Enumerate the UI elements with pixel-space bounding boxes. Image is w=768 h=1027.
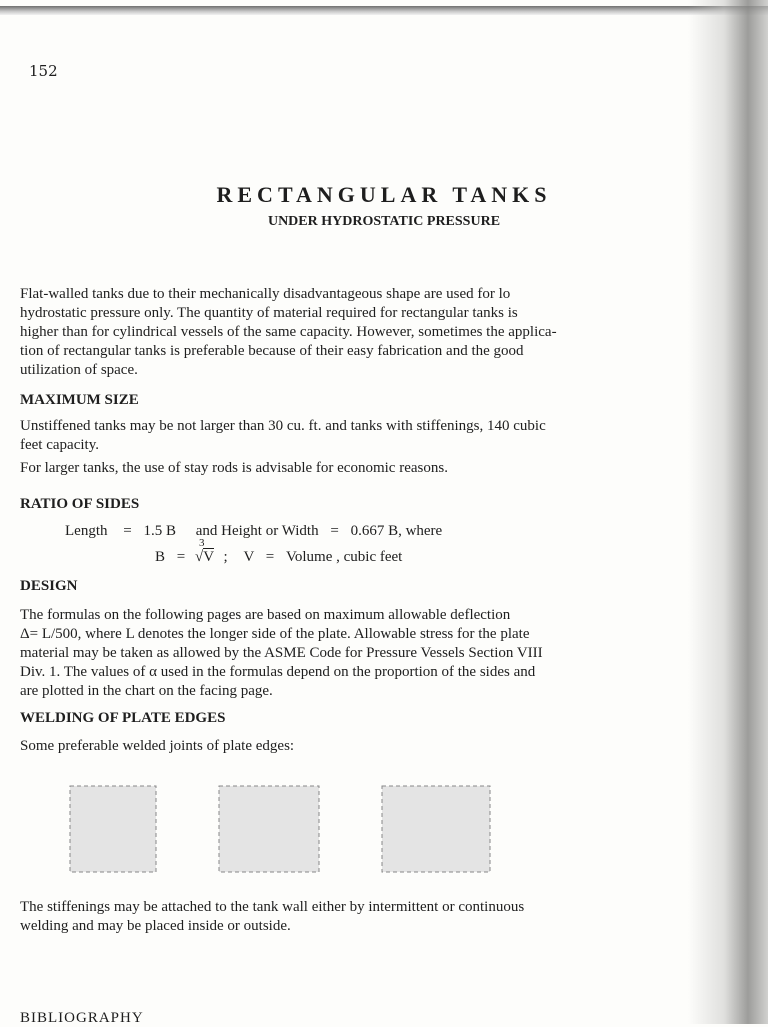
formula-text: 1.5 B — [143, 523, 176, 539]
formula-text: 0.667 B, where — [350, 523, 443, 539]
formula-text: B — [155, 549, 166, 565]
welding-intro: Some preferable welded joints of plate edges: — [20, 738, 295, 754]
formula-text: and Height or Width — [195, 523, 319, 539]
formula-text: = — [265, 549, 275, 565]
formula-text: = — [123, 523, 132, 539]
text-line: For larger tanks, the use of stay rods is advisable for economic reasons. — [20, 460, 448, 476]
heading-design: DESIGN — [20, 578, 78, 594]
root-index: 3 — [198, 537, 205, 549]
formula-text: Length — [65, 523, 108, 539]
text-line: are plotted in the chart on the facing page. — [20, 683, 273, 699]
text-line: Div. 1. The values of α used in the formulas depend on the proportion of the sides and — [20, 664, 536, 680]
cube-root — [194, 537, 214, 565]
page-number: 152 — [29, 62, 58, 80]
formula-text: = — [330, 523, 339, 539]
intro-line: utilization of space. — [20, 362, 138, 378]
text-line: welding and may be placed inside or outside. — [20, 918, 291, 934]
text-line: feet capacity. — [20, 437, 99, 453]
root-radicand: V — [203, 549, 214, 565]
binding-shadow — [688, 0, 768, 1024]
length-formula — [65, 523, 442, 540]
text-line: Δ= L/500, where L denotes the longer side of the plate. Allowable stress for the plate — [20, 626, 530, 642]
text-line: material may be taken as allowed by the ASME Code for Pressure Vessels Section VIII — [20, 645, 543, 661]
page-subtitle: UNDER HYDROSTATIC PRESSURE — [267, 214, 501, 229]
intro-line: Flat-walled tanks due to their mechanically disadvantageous shape are used for lo — [20, 286, 511, 302]
welded-joint-1 — [68, 784, 158, 874]
heading-welding: WELDING OF PLATE EDGES — [20, 710, 226, 726]
page-title: RECTANGULAR TANKS — [216, 182, 552, 207]
formula-text: Volume , cubic feet — [285, 549, 403, 565]
maximum-size-paragraph — [20, 417, 710, 478]
formula-text: V — [243, 549, 255, 565]
page-top-edge — [0, 6, 768, 15]
stiffenings-paragraph — [20, 898, 710, 936]
bibliography-heading: BIBLIOGRAPHY — [20, 1010, 144, 1026]
text-line: The formulas on the following pages are based on maximum allowable deflection — [20, 607, 511, 623]
radical-sign-icon: √ — [194, 549, 204, 565]
heading-maximum-size: MAXIMUM SIZE — [20, 392, 139, 408]
welded-joint-2 — [217, 784, 321, 874]
heading-ratio-of-sides: RATIO OF SIDES — [20, 496, 140, 512]
intro-line: hydrostatic pressure only. The quantity of material required for rectangular tanks is — [20, 305, 518, 321]
text-line: The stiffenings may be attached to the tank wall either by intermittent or continuous — [20, 899, 525, 915]
intro-paragraph — [20, 285, 710, 380]
formula-text: ; — [223, 549, 228, 565]
intro-line: higher than for cylindrical vessels of the same capacity. However, sometimes the applica- — [20, 324, 557, 340]
formula-text: = — [176, 549, 186, 565]
welded-joint-3 — [380, 784, 492, 874]
intro-line: tion of rectangular tanks is preferable because of their easy fabrication and the good — [20, 343, 524, 359]
design-paragraph — [20, 606, 710, 701]
b-formula — [155, 537, 403, 566]
text-line: Unstiffened tanks may be not larger than 30 cu. ft. and tanks with stiffenings, 140 cubic — [20, 418, 546, 434]
